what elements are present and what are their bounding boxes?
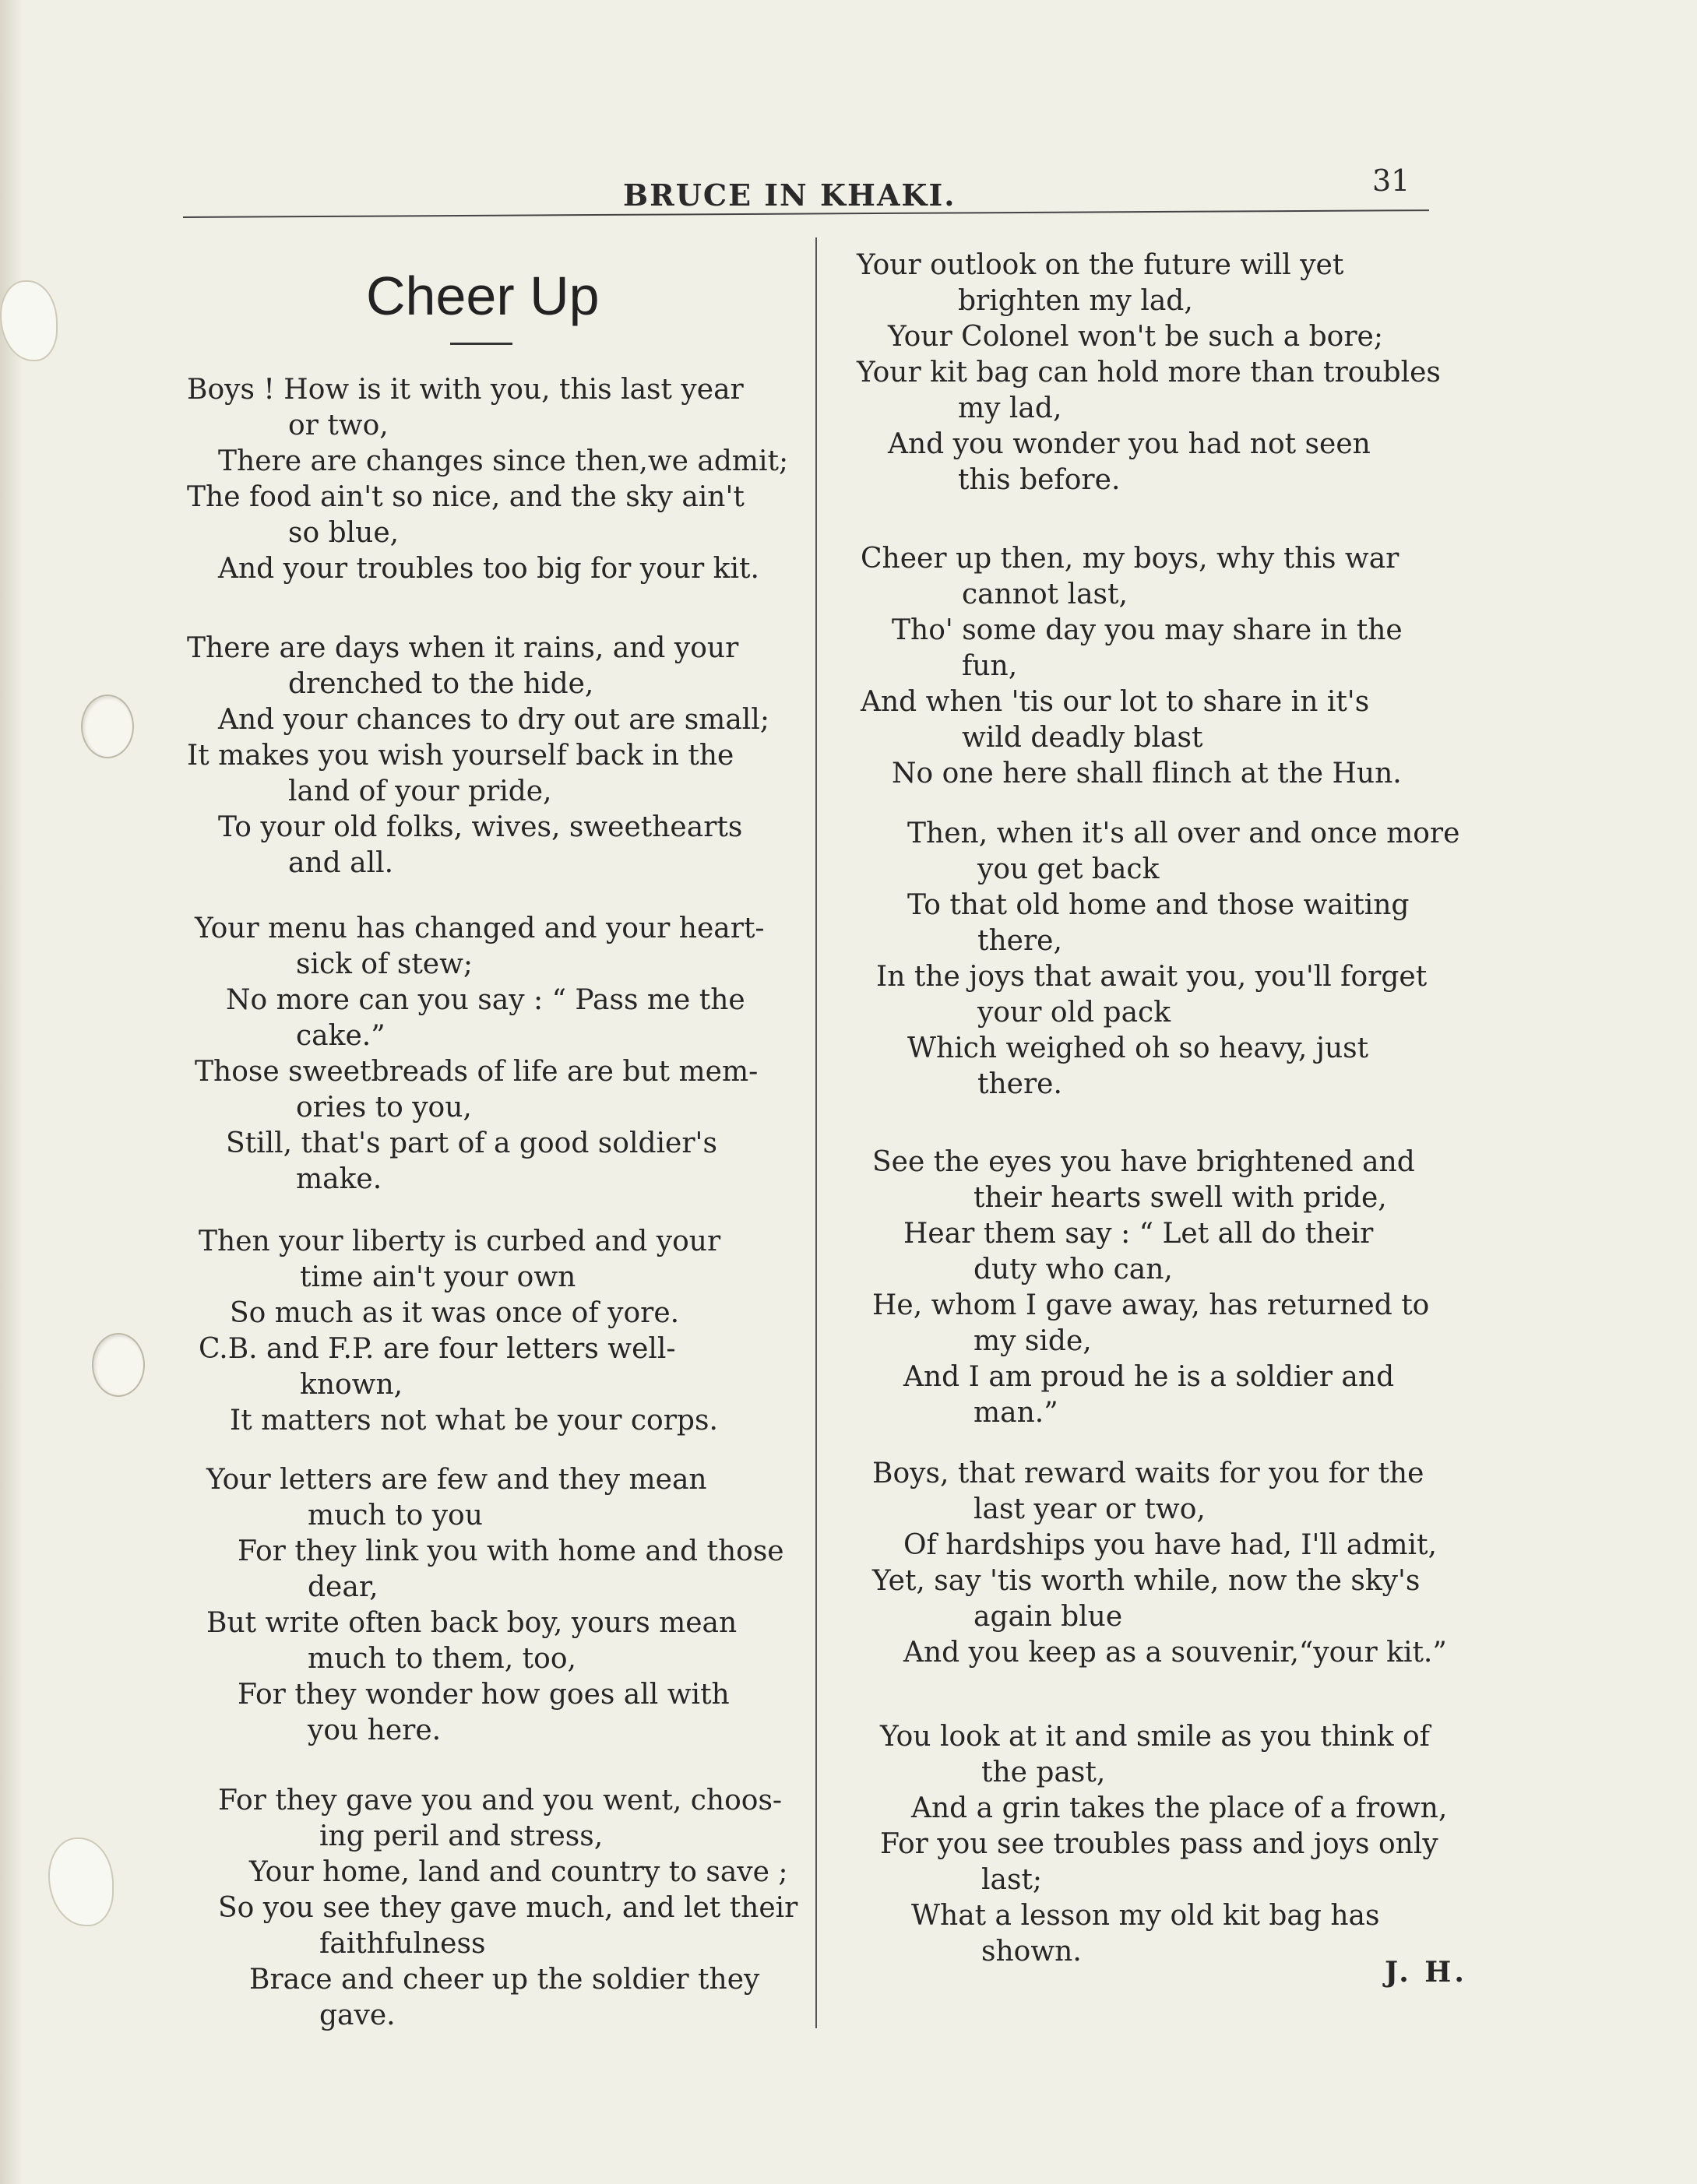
poem-line: Boys, that reward waits for you for the	[872, 1458, 1424, 1489]
poem-line: their hearts swell with pride,	[973, 1182, 1387, 1214]
poem-line: you get back	[977, 853, 1160, 885]
poem-line: Yet, say 'tis worth while, now the sky's	[872, 1565, 1421, 1597]
poem-line: You look at it and smile as you think of	[880, 1721, 1431, 1753]
poem-line: And a grin takes the place of a frown,	[911, 1792, 1448, 1824]
poem-line: last;	[981, 1864, 1043, 1896]
poem-line: dear,	[308, 1571, 378, 1603]
poem-line: Still, that's part of a good soldier's	[226, 1127, 717, 1159]
poem-line: To that old home and those waiting	[907, 889, 1410, 921]
poem-line: And your chances to dry out are small;	[218, 704, 769, 736]
torn-hole	[48, 1838, 114, 1926]
stanza	[206, 1462, 784, 1749]
poem-line: again blue	[973, 1601, 1123, 1633]
poem-line: Brace and cheer up the soldier they	[249, 1964, 760, 1996]
poem-line: For you see troubles pass and joys only	[880, 1828, 1438, 1860]
poem-line: What a lesson my old kit bag has	[911, 1900, 1380, 1932]
poem-line: you here.	[308, 1714, 442, 1746]
poem-line: For they gave you and you went, choos-	[218, 1785, 783, 1816]
poem-line: For they wonder how goes all with	[238, 1679, 730, 1711]
poem-line: Then, when it's all over and once more	[907, 818, 1460, 849]
author-signature: J. H.	[1385, 1956, 1467, 1989]
poem-line: brighten my lad,	[958, 285, 1193, 317]
poem-line: Your letters are few and they mean	[206, 1464, 707, 1496]
poem-line: And you wonder you had not seen	[888, 428, 1371, 460]
poem-line: my side,	[973, 1325, 1092, 1357]
poem-line: gave.	[319, 1999, 396, 2031]
poem-line: wild deadly blast	[962, 722, 1203, 754]
poem-line: fun,	[962, 650, 1018, 682]
poem-line: or two,	[288, 410, 389, 441]
poem-line: Of hardships you have had, I'll admit,	[903, 1529, 1437, 1561]
poem-line: There are changes since then,we admit;	[218, 445, 789, 477]
poem-line: last year or two,	[973, 1493, 1206, 1525]
poem-line: So you see they gave much, and let their	[218, 1892, 798, 1924]
stanza	[880, 1719, 1447, 1970]
poem-line: For they link you with home and those	[238, 1535, 784, 1567]
stanza	[199, 1224, 720, 1439]
poem-line: And you keep as a souvenir,“your kit.”	[903, 1637, 1447, 1669]
poem-line: So much as it was once of yore.	[230, 1297, 680, 1329]
punch-hole	[81, 695, 134, 758]
poem-line: Your menu has changed and your heart-	[195, 913, 765, 944]
poem-line: Cheer up then, my boys, why this war	[861, 543, 1399, 575]
poem-line: And your troubles too big for your kit.	[218, 553, 759, 585]
poem-line: sick of stew;	[296, 948, 474, 980]
poem-line: my lad,	[958, 392, 1062, 424]
poem-line: duty who can,	[973, 1254, 1173, 1285]
stanza	[876, 816, 1459, 1103]
poem-line: He, whom I gave away, has returned to	[872, 1289, 1430, 1321]
poem-line: so blue,	[288, 517, 400, 549]
stanza	[872, 1456, 1447, 1671]
poem-line: Hear them say : “ Let all do their	[903, 1218, 1374, 1250]
poem-line: Which weighed oh so heavy, just	[907, 1032, 1369, 1064]
poem-line: there,	[977, 925, 1062, 957]
poem-line: cake.”	[296, 1020, 386, 1052]
stanza	[187, 631, 769, 881]
poem-line: It makes you wish yourself back in the	[187, 740, 734, 772]
poem-line: See the eyes you have brightened and	[872, 1146, 1415, 1178]
poem-line: drenched to the hide,	[288, 668, 594, 700]
stanza	[187, 372, 788, 587]
stanza	[857, 248, 1441, 498]
stanza	[218, 1783, 797, 2034]
poem-line: Your home, land and country to save ;	[249, 1856, 788, 1888]
poem-line: Your Colonel won't be such a bore;	[888, 321, 1383, 353]
poem-line: ories to you,	[296, 1092, 472, 1124]
poem-line: It matters not what be your corps.	[230, 1405, 718, 1437]
poem-line: faithfulness	[319, 1928, 486, 1960]
poem-line: cannot last,	[962, 579, 1128, 610]
poem-line: And I am proud he is a soldier and	[903, 1361, 1395, 1393]
poem-line: make.	[296, 1163, 382, 1195]
poem-line: Boys ! How is it with you, this last year	[187, 374, 744, 406]
poem-line: ing peril and stress,	[319, 1820, 604, 1852]
title-rule	[450, 343, 512, 345]
running-head: BRUCE IN KHAKI.	[623, 178, 956, 213]
poem-line: And when 'tis our lot to share in it's	[861, 686, 1370, 718]
poem-line: Then your liberty is curbed and your	[199, 1226, 721, 1257]
poem-line: shown.	[981, 1936, 1082, 1968]
poem-line: there.	[977, 1068, 1062, 1100]
poem-line: The food ain't so nice, and the sky ain't	[187, 481, 745, 513]
poem-line: To your old folks, wives, sweethearts	[218, 811, 743, 843]
poem-line: C.B. and F.P. are four letters well-	[199, 1333, 676, 1365]
poem-line: Tho' some day you may share in the	[892, 614, 1403, 646]
poem-line: your old pack	[977, 997, 1171, 1029]
stanza	[195, 911, 765, 1198]
poem-line: much to them, too,	[308, 1643, 576, 1675]
poem-line: this before.	[958, 464, 1121, 496]
column-divider	[815, 237, 817, 2028]
poem-line: No one here shall flinch at the Hun.	[892, 758, 1402, 790]
poem-line: No more can you say : “ Pass me the	[226, 984, 745, 1016]
punch-hole	[92, 1333, 145, 1397]
poem-line: Your kit bag can hold more than troubles	[857, 357, 1441, 389]
poem-line: known,	[300, 1369, 403, 1401]
poem-line: and all.	[288, 847, 394, 879]
poem-line: But write often back boy, yours mean	[206, 1607, 738, 1639]
poem-line: Your outlook on the future will yet	[857, 249, 1344, 281]
poem-line: much to you	[308, 1500, 483, 1532]
poem-line: land of your pride,	[288, 775, 552, 807]
page-number: 31	[1372, 164, 1410, 198]
poem-line: man.”	[973, 1397, 1058, 1429]
stanza	[861, 541, 1403, 792]
poem-line: In the joys that await you, you'll forget	[876, 961, 1428, 993]
poem-line: the past,	[981, 1757, 1106, 1788]
stanza	[872, 1145, 1429, 1431]
poem-title: Cheer Up	[366, 266, 600, 326]
poem-line: time ain't your own	[300, 1261, 576, 1293]
poem-line: Those sweetbreads of life are but mem-	[195, 1056, 759, 1088]
poem-line: There are days when it rains, and your	[187, 632, 739, 664]
